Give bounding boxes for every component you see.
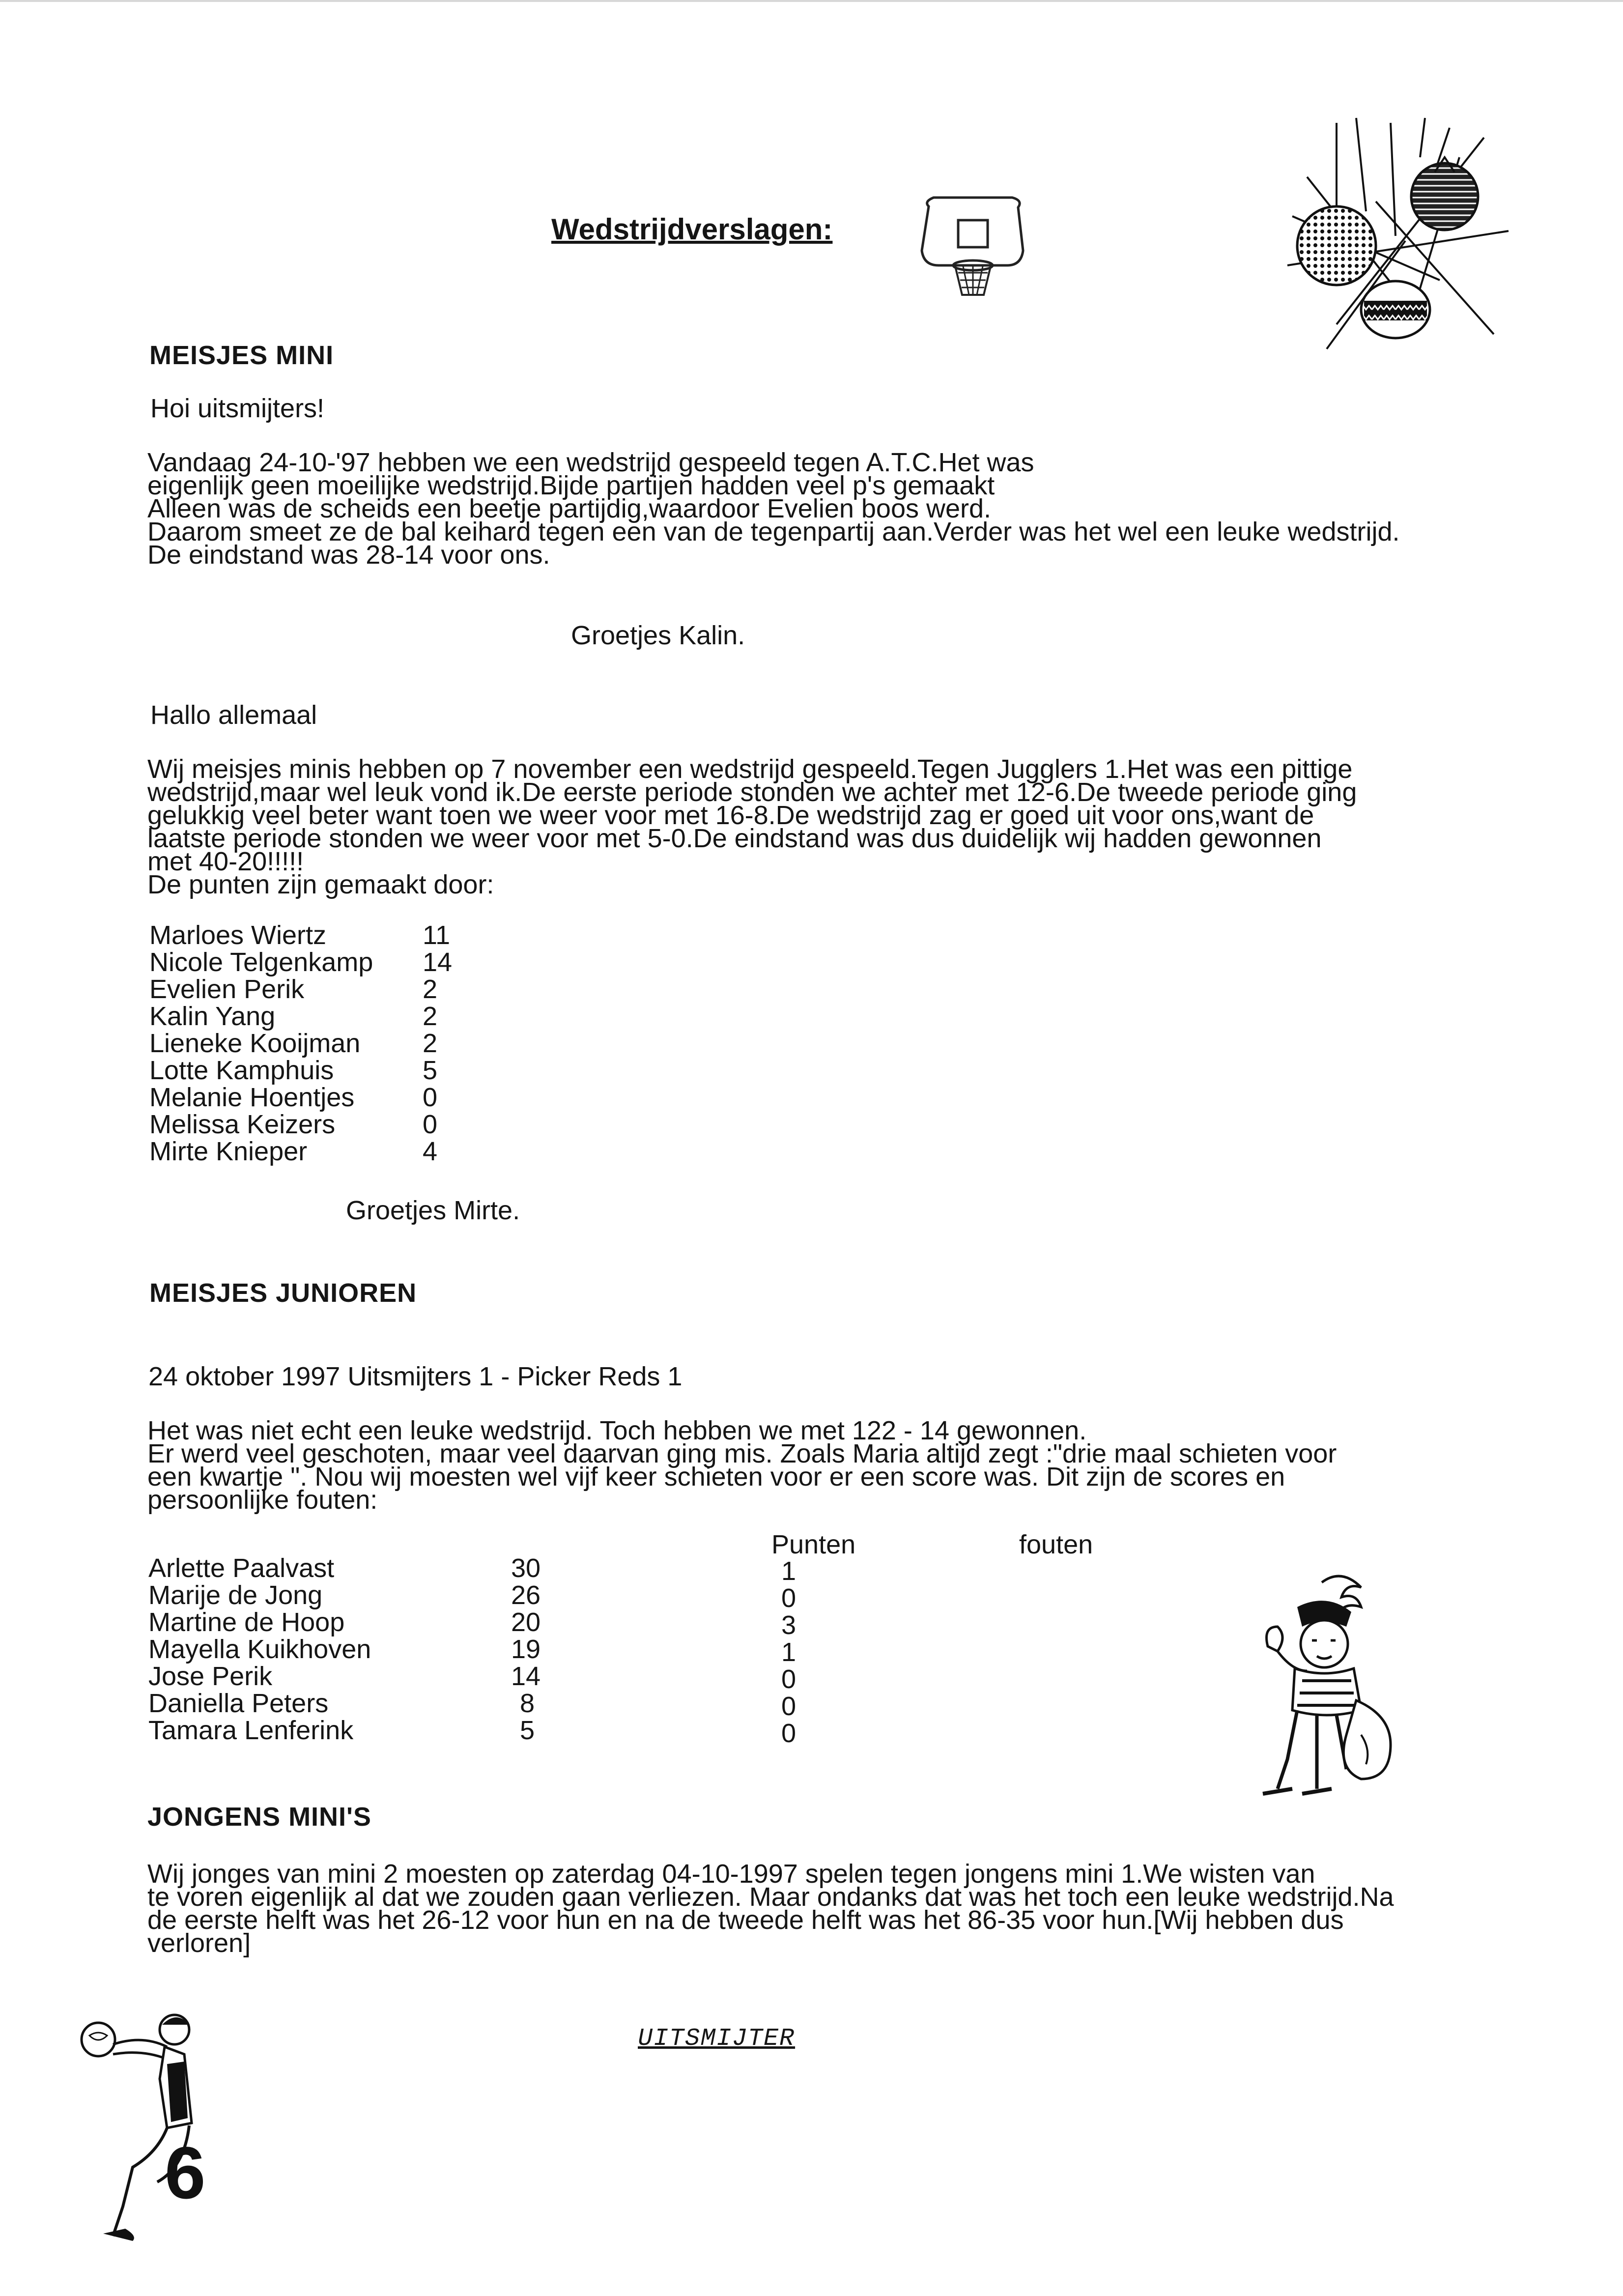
scorer-name: Melanie Hoentjes (149, 1083, 355, 1112)
report1-line: Alleen was de scheids een beetje partijdig,waardoor Evelien boos werd. (147, 494, 992, 523)
player-fouls: 0 (781, 1692, 797, 1721)
scorer-name: Marloes Wiertz (149, 920, 327, 950)
player-name: Marije de Jong (148, 1580, 323, 1610)
report2-line: De punten zijn gemaakt door: (147, 870, 494, 899)
footer-title: UITSMIJTER (638, 2025, 796, 2053)
junioren-paragraph (147, 1417, 1504, 1514)
scorer-points: 0 (423, 1083, 438, 1112)
scorer-points: 2 (423, 1002, 438, 1031)
player-name: Jose Perik (148, 1662, 273, 1691)
report2-paragraph (147, 756, 1504, 898)
player-name: Daniella Peters (148, 1689, 329, 1718)
report1-line: De eindstand was 28-14 voor ons. (147, 540, 550, 570)
junioren-line: een kwartje ". Nou wij moesten wel vijf keer schieten voor er een score was. Dit zijn de scores en (147, 1462, 1285, 1492)
section-heading-jongens-minis: JONGENS MINI'S (147, 1802, 371, 1832)
scorer-name: Lieneke Kooijman (149, 1029, 361, 1058)
report2-line: laatste periode stonden we weer voor met 5-0.De eindstand was dus duidelijk wij hadden gewonnen (147, 824, 1322, 853)
player-fouls: 3 (781, 1610, 797, 1640)
scorer-points: 11 (423, 920, 451, 950)
scorer-name: Nicole Telgenkamp (149, 947, 373, 977)
report1-line: Vandaag 24-10-'97 hebben we een wedstrijd gespeeld tegen A.T.C.Het was (147, 448, 1034, 477)
report2-line: met 40-20!!!!! (147, 847, 304, 876)
report2-signoff: Groetjes Mirte. (346, 1196, 520, 1225)
jongens-paragraph (147, 1861, 1504, 1957)
player-fouls: 0 (781, 1583, 797, 1613)
player-fouls: 1 (781, 1556, 797, 1586)
jongens-line: Wij jonges van mini 2 moesten op zaterdag 04-10-1997 spelen tegen jongens mini 1.We wisten van (147, 1859, 1315, 1889)
player-name: Mayella Kuikhoven (148, 1635, 371, 1664)
scorer-name: Evelien Perik (149, 975, 305, 1004)
player-points: 19 (511, 1635, 541, 1664)
jongens-line: verloren] (147, 1928, 251, 1958)
player-points: 26 (511, 1580, 541, 1610)
basketball-hoop-icon (914, 192, 1032, 305)
report1-signoff: Groetjes Kalin. (571, 621, 745, 650)
scorer-name: Mirte Knieper (149, 1137, 308, 1166)
section-heading-meisjes-junioren: MEISJES JUNIOREN (149, 1278, 417, 1308)
player-name: Tamara Lenferink (148, 1716, 354, 1745)
report2-line: gelukkig veel beter want toen we weer voor met 16-8.De wedstrijd zag er goed uit voor ons,want de (147, 801, 1314, 830)
section-heading-meisjes-mini: MEISJES MINI (149, 341, 334, 370)
player-name: Arlette Paalvast (148, 1553, 335, 1583)
christmas-ornaments-icon (1278, 118, 1513, 373)
report2-line: Wij meisjes minis hebben op 7 november een wedstrijd gespeeld.Tegen Jugglers 1.Het was een pittige (147, 754, 1353, 784)
column-header-fouls: fouten (1019, 1530, 1093, 1559)
player-name: Martine de Hoop (148, 1607, 345, 1637)
scorer-points: 2 (423, 1029, 438, 1058)
player-points: 30 (511, 1553, 541, 1583)
scorer-name: Melissa Keizers (149, 1110, 336, 1139)
player-fouls: 0 (781, 1665, 797, 1694)
scorer-points: 0 (423, 1110, 438, 1139)
player-points: 20 (511, 1607, 541, 1637)
scorer-points: 14 (423, 947, 453, 977)
player-points: 14 (511, 1662, 541, 1691)
scorer-points: 5 (423, 1056, 438, 1085)
top-edge-line (0, 0, 1623, 2)
report1-line: eigenlijk geen moeilijke wedstrijd.Bijde partijen hadden veel p's gemaakt (147, 471, 995, 500)
report2-line: wedstrijd,maar wel leuk vond ik.De eerste periode stonden we achter met 12-6.De tweede periode ging (147, 777, 1357, 807)
report1-paragraph (147, 449, 1504, 569)
junioren-line: persoonlijke fouten: (147, 1485, 378, 1515)
page-title: Wedstrijdverslagen: (551, 213, 833, 246)
junioren-line: Er werd veel geschoten, maar veel daarvan ging mis. Zoals Maria altijd zegt :"drie maal schieten voor (147, 1439, 1337, 1468)
junioren-match-line: 24 oktober 1997 Uitsmijters 1 - Picker Reds 1 (148, 1362, 683, 1391)
scorer-points: 4 (423, 1137, 438, 1166)
jongens-line: de eerste helft was het 26-12 voor hun en na de tweede helft was het 86-35 voor hun.[Wij hebben dus (147, 1905, 1344, 1935)
player-fouls: 0 (781, 1719, 797, 1748)
scorer-name: Lotte Kamphuis (149, 1056, 334, 1085)
jongens-line: te voren eigenlijk al dat we zouden gaan verliezen. Maar ondanks dat was het toch een leuke wedstrijd.Na (147, 1882, 1394, 1912)
player-points: 8 (520, 1689, 535, 1718)
report2-greeting: Hallo allemaal (150, 700, 317, 730)
column-header-points: Punten (771, 1530, 856, 1559)
scorer-points: 2 (423, 975, 438, 1004)
player-fouls: 1 (781, 1637, 797, 1667)
page-number: 6 (165, 2131, 206, 2214)
player-points: 5 (520, 1716, 535, 1745)
report1-line: Daarom smeet ze de bal keihard tegen een van de tegenpartij aan.Verder was het wel een leuke wedstrijd. (147, 517, 1400, 546)
scorer-name: Kalin Yang (149, 1002, 276, 1031)
report1-greeting: Hoi uitsmijters! (150, 394, 325, 423)
sinterklaas-piet-icon (1248, 1573, 1415, 1808)
junioren-line: Het was niet echt een leuke wedstrijd. Toch hebben we met 122 - 14 gewonnen. (147, 1416, 1087, 1445)
